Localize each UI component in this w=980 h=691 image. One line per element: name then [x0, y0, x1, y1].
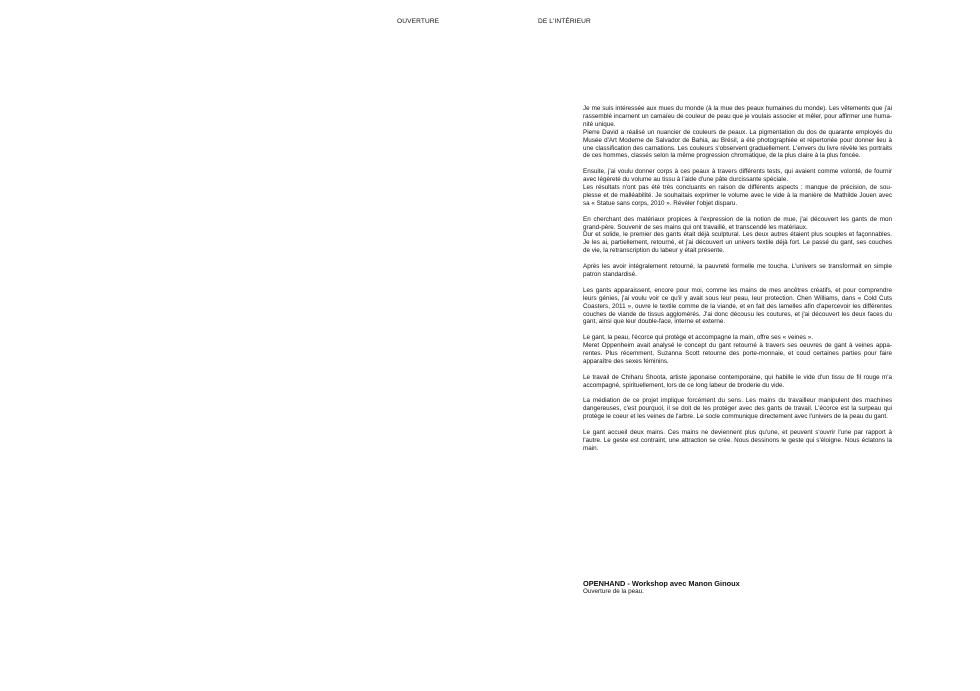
- paragraph-text: Ensuite, j'ai voulu donner corps à ces peaux à travers différents tests, qui avaient comme volonté, de fournir avec légèreté du volume au tissu à l'aide d'une pâte durcissante spéciale.: [583, 168, 892, 184]
- body-text: [583, 105, 892, 461]
- paragraph: [583, 397, 892, 421]
- running-header-left: OUVERTURE: [397, 18, 440, 25]
- paragraph-text: Les résultats n'ont pas été très concluants en raison de différents aspects : manque de précision, de sou-plesse et de malléabilité. Je souhaitais exprimer le volume avec le vide à la manière de Mathilde Jouen avec sa « Statue sans corps, 2010 ». Révéler l'objet disparu.: [583, 184, 892, 207]
- paragraph: [583, 374, 892, 390]
- paragraph-text: Meret Oppenheim avait analysé le concept du gant retourné à travers ses oeuvres de gant à veines appa-rentes. Plus récemment, Suzanna Scott retourne des porte-monnaie, et coud certaines parties pour faire apparaître des sexes féminins.: [583, 342, 892, 365]
- paragraph-text: La médiation de ce projet implique forcément du sens. Les mains du travailleur manipulent des machines dangereuses, c'est pourquoi, il se doit de les protéger avec des gants de travail. L'écorce est la surpeau qui protège le coeur et les veines de l'arbre. Le socle communique directement avec l'univers de la peau du gant.: [583, 397, 892, 421]
- paragraph: [583, 287, 892, 327]
- project-caption: [583, 579, 903, 596]
- paragraph-text: Pierre David a réalisé un nuancier de couleurs de peaux. La pigmentation du dos de quarante employés du Musée d'Art Moderne de Salvador de Bahia, au Brésil, a été photographiée et répertoriée pour donner lieu à une classification des carnations. Les couleurs s'observent graduellement. L'envers du livre révèle les portraits de ces hommes, classés selon la même progression chromatique, de la plus claire à la plus foncée.: [583, 128, 892, 160]
- paragraph: [583, 429, 892, 453]
- paragraph-text: Le gant accueil deux mains. Ces mains ne deviennent plus qu'une, et peuvent s'ouvrir l'une par rapport à l'autre. Le geste est contraint, une attraction se crée. Nous dessinons le geste qui s'éloigne. Nous éclatons la main.: [583, 429, 892, 452]
- running-header-right: DE L'INTÉRIEUR: [538, 18, 591, 25]
- paragraph-text: Après les avoir intégralement retourné, la pauvreté formelle me toucha. L'univers se transformait en simple patron standardisé.: [583, 263, 892, 278]
- paragraph: [583, 216, 892, 256]
- paragraph-text: Le travail de Chiharu Shoota, artiste japonaise contemporaine, qui habille le vide d'un tissu de fil rouge m'a accompagné, spirituellement, lors de ce long labeur de broderie du vide.: [583, 373, 892, 389]
- paragraph-text: Je me suis intéressée aux mues du monde (à la mue des peaux humaines du monde). Les vêtements que j'ai rassemblé incarnent un camaïeu de couleur de peau que je voulais associer et mêler, pour affirmer une huma-nité unique.: [583, 105, 892, 128]
- project-title: OPENHAND - Workshop avec Manon Ginoux: [583, 579, 740, 588]
- paragraph-text: En cherchant des matériaux propices à l'expression de la notion de mue, j'ai découvert les gants de mon grand-père. Souvenir de ses mains qui ont travaillé, et transcendé les matériaux.: [583, 215, 892, 231]
- paragraph-text: Les gants apparaissent, encore pour moi, comme les mains de mes ancêtres créatifs, et pour comprendre leurs génies, j'ai voulu voir ce qu'il y avait sous leur peau, leur protection. Chen Williams, dans « Cold Cuts Coasters, 2011 », ouvre le textile comme de la viande, et en fait des lamelles afin d'apercevoir les différentes couches de viande de tissus agglomérés. J'ai donc décousu les coutures, et j'ai découvert les deux faces du gant, ainsi que leur double-face, interne et externe.: [583, 286, 892, 326]
- paragraph: [583, 334, 892, 366]
- paragraph-text: Dur et solide, le premier des gants était déjà sculptural. Les deux autres étaient plus souples et façonnables. Je les ai, partiellement, retourné, et j'ai découvert un univers textile déjà fort. Le passé du gant, ses couches de vie, la retranscription du labeur y était présente.: [583, 231, 892, 255]
- paragraph: [583, 263, 892, 279]
- paragraph: [583, 168, 892, 208]
- paragraph: [583, 105, 892, 160]
- project-subtitle: Ouverture de la peau.: [583, 588, 644, 595]
- paragraph-text: Le gant, la peau, l'écorce qui protège et accompagne la main, offre ses « veines ».: [583, 334, 814, 342]
